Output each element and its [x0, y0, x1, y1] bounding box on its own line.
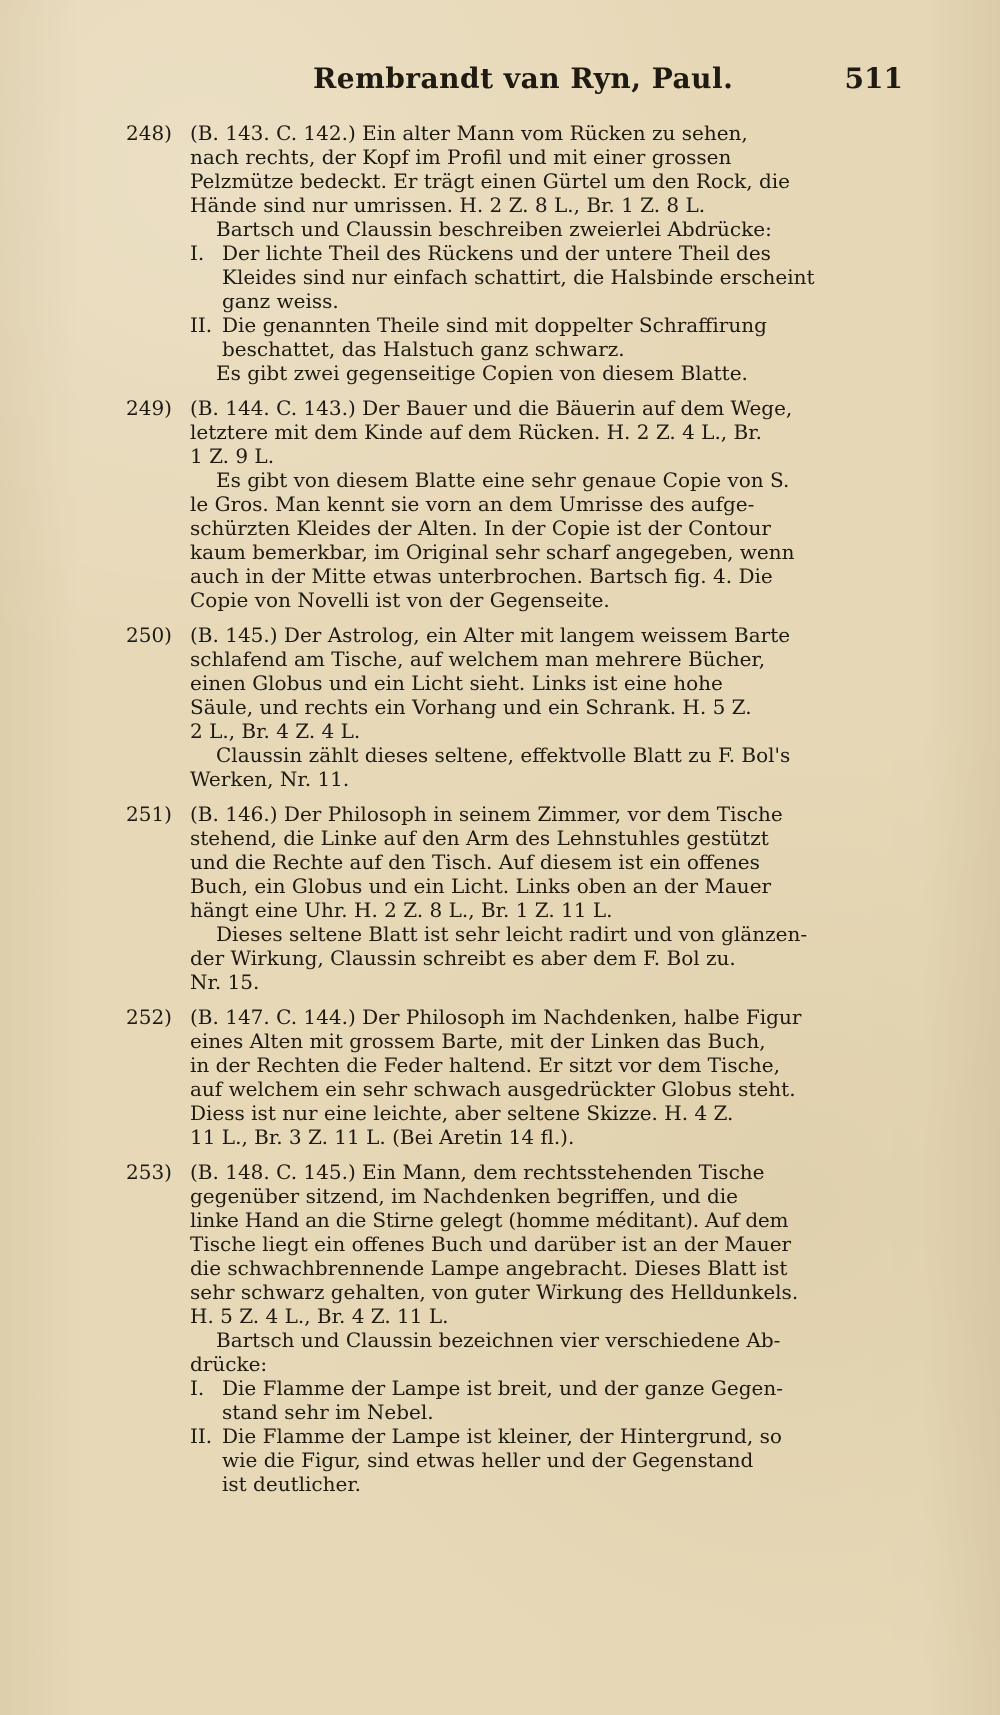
state-text-line: ganz weiss.: [222, 289, 339, 313]
entry-text-line: 1 Z. 9 L.: [190, 444, 275, 468]
entry-text-line: auf welchem ein sehr schwach ausgedrückter Globus steht.: [190, 1077, 796, 1101]
state-text-line: Die Flamme der Lampe ist breit, und der ganze Gegen-: [222, 1376, 783, 1400]
page-number: 511: [844, 62, 903, 95]
running-head: Rembrandt van Ryn, Paul.: [313, 62, 734, 95]
entry-note-line: Es gibt von diesem Blatte eine sehr genaue Copie von S.: [216, 468, 790, 492]
state-text-line: beschattet, das Halstuch ganz schwarz.: [222, 337, 625, 361]
entry-number: 249): [126, 396, 172, 420]
entry-text-line: die schwachbrennende Lampe angebracht. Dieses Blatt ist: [190, 1256, 788, 1280]
entry-text-line: (B. 148. C. 145.) Ein Mann, dem rechtsstehenden Tische: [190, 1160, 765, 1184]
entry-body: [190, 396, 906, 612]
catalog-entry-251: [126, 802, 906, 994]
entry-text-line: 11 L., Br. 3 Z. 11 L. (Bei Aretin 14 fl.).: [190, 1125, 575, 1149]
entry-text-line: gegenüber sitzend, im Nachdenken begriffen, und die: [190, 1184, 738, 1208]
entry-body: [190, 121, 906, 385]
entry-text-line: Pelzmütze bedeckt. Er trägt einen Gürtel um den Rock, die: [190, 169, 791, 193]
entry-note-line: auch in der Mitte etwas unterbrochen. Bartsch fig. 4. Die: [190, 564, 773, 588]
state-label: II.: [190, 313, 213, 337]
state-text-line: Die genannten Theile sind mit doppelter Schraffirung: [222, 313, 767, 337]
state-text-line: ist deutlicher.: [222, 1472, 362, 1496]
page-header: [0, 62, 1000, 102]
state-label: I.: [190, 1376, 205, 1400]
entry-note-line: Claussin zählt dieses seltene, effektvolle Blatt zu F. Bol's: [216, 743, 791, 767]
state-text-line: stand sehr im Nebel.: [222, 1400, 434, 1424]
entry-text-line: linke Hand an die Stirne gelegt (homme méditant). Auf dem: [190, 1208, 789, 1232]
catalog-content: [126, 121, 906, 1507]
state-label: II.: [190, 1424, 213, 1448]
entry-note-line: Nr. 15.: [190, 970, 260, 994]
state-text: [222, 313, 906, 361]
entry-note-line: kaum bemerkbar, im Original sehr scharf angegeben, wenn: [190, 540, 795, 564]
impression-state-i: [190, 1376, 906, 1424]
entry-text-line: hängt eine Uhr. H. 2 Z. 8 L., Br. 1 Z. 11 L.: [190, 898, 613, 922]
entry-note-line: der Wirkung, Claussin schreibt es aber dem F. Bol zu.: [190, 946, 736, 970]
state-text: [222, 1376, 906, 1424]
entry-text-line: einen Globus und ein Licht sieht. Links ist eine hohe: [190, 671, 723, 695]
catalog-entry-252: [126, 1005, 906, 1149]
entry-note-line: drücke:: [190, 1352, 268, 1376]
state-label: I.: [190, 241, 205, 265]
entry-number: 252): [126, 1005, 172, 1029]
entry-note-line: le Gros. Man kennt sie vorn an dem Umrisse des aufge-: [190, 492, 755, 516]
impression-state-i: [190, 241, 906, 313]
entry-body: [190, 1160, 906, 1496]
entry-text-line: nach rechts, der Kopf im Profil und mit einer grossen: [190, 145, 732, 169]
entry-note-line: Dieses seltene Blatt ist sehr leicht radirt und von glänzen-: [216, 922, 808, 946]
entry-note-line: Werken, Nr. 11.: [190, 767, 350, 791]
state-text-line: Kleides sind nur einfach schattirt, die Halsbinde erscheint: [222, 265, 815, 289]
entry-number: 253): [126, 1160, 172, 1184]
entry-text-line: letztere mit dem Kinde auf dem Rücken. H. 2 Z. 4 L., Br.: [190, 420, 762, 444]
entry-body: [190, 1005, 906, 1149]
entry-body: [190, 802, 906, 994]
entry-text-line: stehend, die Linke auf den Arm des Lehnstuhles gestützt: [190, 826, 769, 850]
entry-note-line: Bartsch und Claussin bezeichnen vier verschiedene Ab-: [216, 1328, 781, 1352]
entry-text-line: sehr schwarz gehalten, von guter Wirkung des Helldunkels.: [190, 1280, 799, 1304]
entry-text-line: 2 L., Br. 4 Z. 4 L.: [190, 719, 361, 743]
entry-text-line: H. 5 Z. 4 L., Br. 4 Z. 11 L.: [190, 1304, 449, 1328]
entry-note-line: schürzten Kleides der Alten. In der Copie ist der Contour: [190, 516, 771, 540]
catalog-entry-248: [126, 121, 906, 385]
entry-text-line: (B. 147. C. 144.) Der Philosoph im Nachdenken, halbe Figur: [190, 1005, 802, 1029]
impression-state-ii: [190, 313, 906, 361]
entry-note-line: Copie von Novelli ist von der Gegenseite.: [190, 588, 610, 612]
impression-state-ii: [190, 1424, 906, 1496]
entry-text-line: in der Rechten die Feder haltend. Er sitzt vor dem Tische,: [190, 1053, 780, 1077]
entry-text-line: und die Rechte auf den Tisch. Auf diesem ist ein offenes: [190, 850, 760, 874]
entry-text-line: (B. 144. C. 143.) Der Bauer und die Bäuerin auf dem Wege,: [190, 396, 793, 420]
entry-text-line: Säule, und rechts ein Vorhang und ein Schrank. H. 5 Z.: [190, 695, 752, 719]
entry-note-line: Es gibt zwei gegenseitige Copien von diesem Blatte.: [216, 361, 748, 385]
entry-number: 251): [126, 802, 172, 826]
entry-text-line: (B. 145.) Der Astrolog, ein Alter mit langem weissem Barte: [190, 623, 791, 647]
entry-note-line: Bartsch und Claussin beschreiben zweierlei Abdrücke:: [216, 217, 772, 241]
entry-body: [190, 623, 906, 791]
entry-text-line: Tische liegt ein offenes Buch und darüber ist an der Mauer: [190, 1232, 792, 1256]
entry-text-line: Buch, ein Globus und ein Licht. Links oben an der Mauer: [190, 874, 772, 898]
catalog-entry-253: [126, 1160, 906, 1496]
entry-text-line: (B. 143. C. 142.) Ein alter Mann vom Rücken zu sehen,: [190, 121, 748, 145]
state-text-line: wie die Figur, sind etwas heller und der Gegenstand: [222, 1448, 754, 1472]
entry-text-line: schlafend am Tische, auf welchem man mehrere Bücher,: [190, 647, 766, 671]
state-text-line: Die Flamme der Lampe ist kleiner, der Hintergrund, so: [222, 1424, 782, 1448]
state-text: [222, 241, 906, 313]
state-text-line: Der lichte Theil des Rückens und der untere Theil des: [222, 241, 771, 265]
entry-text-line: Hände sind nur umrissen. H. 2 Z. 8 L., Br. 1 Z. 8 L.: [190, 193, 706, 217]
entry-text-line: (B. 146.) Der Philosoph in seinem Zimmer, vor dem Tische: [190, 802, 783, 826]
state-text: [222, 1424, 906, 1496]
entry-number: 250): [126, 623, 172, 647]
entry-text-line: eines Alten mit grossem Barte, mit der Linken das Buch,: [190, 1029, 766, 1053]
entry-text-line: Diess ist nur eine leichte, aber seltene Skizze. H. 4 Z.: [190, 1101, 734, 1125]
catalog-entry-249: [126, 396, 906, 612]
entry-number: 248): [126, 121, 172, 145]
catalog-entry-250: [126, 623, 906, 791]
